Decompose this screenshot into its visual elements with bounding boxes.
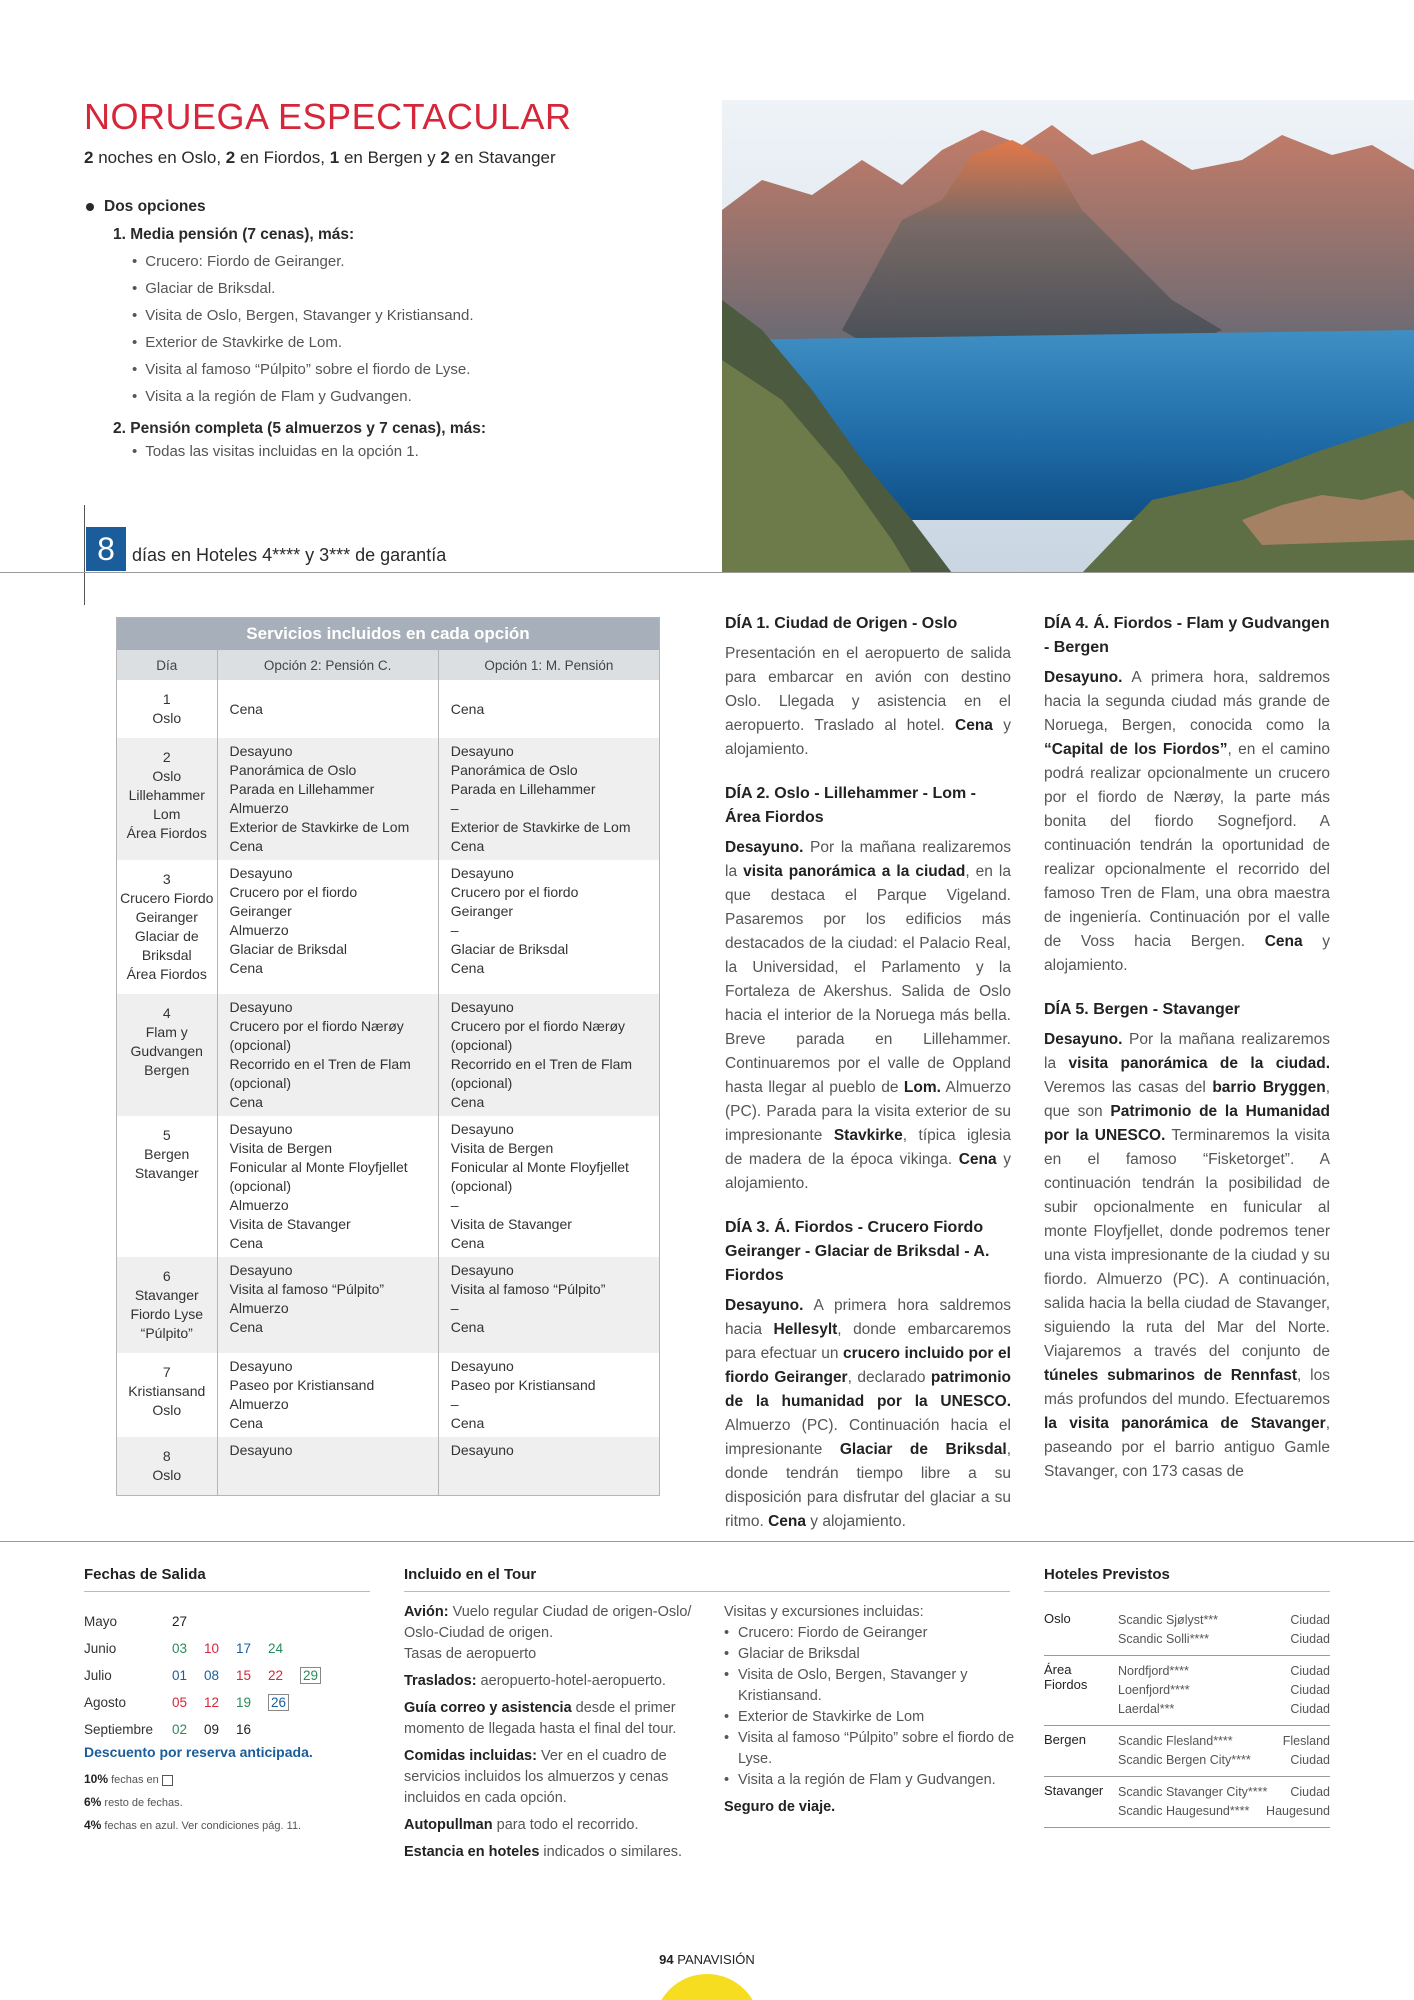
list-item: • Crucero: Fiordo de Geiranger xyxy=(724,1623,1016,1644)
hotels-title: Hoteles Previstos xyxy=(1044,1566,1170,1583)
divider xyxy=(1044,1591,1330,1592)
list-item: • Visita a la región de Flam y Gudvangen. xyxy=(132,383,706,410)
cell-line: Cena xyxy=(450,1415,485,1431)
list-item: • Visita al famoso “Púlpito” sobre el fiordo de Lyse. xyxy=(132,356,706,383)
services-table-title: Servicios incluidos en cada opción xyxy=(117,618,659,650)
day-title: DÍA 4. Á. Fiordos - Flam y Gudvangen - Bergen xyxy=(1044,615,1330,656)
column-header: Opción 1: M. Pensión xyxy=(438,650,659,680)
hotel-name: Scandic Haugesund**** xyxy=(1118,1804,1250,1818)
month-label: Septiembre xyxy=(84,1722,154,1737)
cell-line: Desayuno xyxy=(229,1121,293,1137)
page-title: NORUEGA ESPECTACULAR xyxy=(84,96,572,137)
visits-list xyxy=(724,1623,1016,1791)
cell-line: (opcional) xyxy=(450,1178,513,1194)
included-item: Autopullman para todo el recorrido. xyxy=(404,1817,639,1833)
table-row xyxy=(117,994,659,1116)
cell-line: Oslo xyxy=(152,1467,182,1483)
half-board-cell xyxy=(438,680,659,738)
hotel-name: Scandic Solli**** xyxy=(1118,1632,1210,1646)
cell-line: 1 xyxy=(162,691,171,707)
discount-row: 4% fechas en azul. Ver condiciones pág. 11. xyxy=(84,1818,302,1832)
hotel-location: Haugesund xyxy=(1266,1804,1330,1818)
option-2-list xyxy=(132,442,706,462)
departure-date: 15 xyxy=(236,1668,252,1683)
cell-line: Exterior de Stavkirke de Lom xyxy=(229,819,410,835)
list-item: • Visita al famoso “Púlpito” sobre el fiordo de Lyse. xyxy=(724,1728,1016,1770)
cell-line: Desayuno xyxy=(229,743,293,759)
cell-line: Visita de Stavanger xyxy=(229,1216,351,1232)
days-badge: 8 xyxy=(86,527,126,571)
cell-line: Crucero por el fiordo Nærøy xyxy=(450,1018,626,1034)
services-table-body xyxy=(117,680,659,1495)
list-item: • Visita a la región de Flam y Gudvangen. xyxy=(724,1770,1016,1791)
departure-date: 19 xyxy=(236,1695,252,1710)
table-row xyxy=(117,1437,659,1495)
services-table xyxy=(116,617,660,1496)
departure-date: 26 xyxy=(268,1695,300,1710)
discount-title: Descuento por reserva anticipada. xyxy=(84,1744,313,1760)
option-2-title: 2. Pensión completa (5 almuerzos y 7 cenas), más: xyxy=(113,420,487,437)
hotel-location: Ciudad xyxy=(1290,1702,1330,1716)
table-row xyxy=(117,1257,659,1353)
half-board-cell xyxy=(438,1437,659,1495)
departure-date: 17 xyxy=(236,1641,252,1656)
list-item: • Todas las visitas incluidas en la opción 1. xyxy=(132,442,706,462)
list-item: • Exterior de Stavkirke de Lom. xyxy=(132,329,706,356)
day-text: Desayuno. A primera hora saldremos hacia Hellesylt, donde embarcaremos para efectuar un crucero incluido por el fiordo Geiranger, declarado patrimonio de la humanidad por la UNESCO. Almuerzo (PC). Continuación hacia el impresionante Glaciar de Briksdal, donde tendrán tiempo libre a su disposición para disfrutar del glaciar a su ritmo. Cena y alojamiento. xyxy=(725,1297,1011,1530)
table-row xyxy=(117,1353,659,1437)
cell-line: Cena xyxy=(229,1415,263,1431)
cell-line: Desayuno xyxy=(450,999,514,1015)
cell-line: Cena xyxy=(229,960,263,976)
full-board-cell xyxy=(217,860,438,994)
day-cell xyxy=(117,1257,217,1353)
cell-line: Desayuno xyxy=(229,1358,293,1374)
cell-line: Parada en Lillehammer xyxy=(229,781,375,797)
cell-line: Lillehammer xyxy=(128,787,205,803)
cell-line: Bergen xyxy=(144,1062,190,1078)
cell-line: – xyxy=(450,922,459,938)
day-cell xyxy=(117,680,217,738)
cell-line: Geiranger xyxy=(229,903,292,919)
hotel-entry xyxy=(1118,1732,1330,1751)
half-board-cell xyxy=(438,1257,659,1353)
cell-line: (opcional) xyxy=(229,1075,291,1091)
cell-line: Recorrido en el Tren de Flam xyxy=(229,1056,411,1072)
cell-line: 6 xyxy=(162,1268,171,1284)
page-footer: 94 PANAVISIÓN xyxy=(659,1952,755,1967)
cell-line: Cena xyxy=(229,1235,263,1251)
cell-line: Stavanger xyxy=(134,1165,199,1181)
cell-line: Geiranger xyxy=(450,903,514,919)
full-board-cell xyxy=(217,1116,438,1257)
departure-date: 24 xyxy=(268,1641,284,1656)
departure-date: 05 xyxy=(172,1695,188,1710)
half-board-cell xyxy=(438,1116,659,1257)
hotel-location: Ciudad xyxy=(1290,1785,1330,1799)
half-board-cell xyxy=(438,860,659,994)
cell-line: Briksdal xyxy=(141,947,192,963)
list-item: • Glaciar de Briksdal xyxy=(724,1644,1016,1665)
departure-date: 01 xyxy=(172,1668,188,1683)
days-caption: días en Hoteles 4**** y 3*** de garantía xyxy=(132,545,447,565)
cell-line: Desayuno xyxy=(450,1358,514,1374)
visits-title: Visitas y excursiones incluidas: xyxy=(724,1604,924,1620)
cell-line: Visita al famoso “Púlpito” xyxy=(450,1281,606,1297)
cell-line: Almuerzo xyxy=(229,922,289,938)
cell-line: Stavanger xyxy=(134,1287,199,1303)
day-text: Desayuno. Por la mañana realizaremos la visita panorámica de la ciudad. Veremos las casas del barrio Bryggen, que son Patrimonio de la Humanidad por la UNESCO. Terminaremos la visita en el famoso “Fisketorget”. A continuación tendrán la posibilidad de subir opcionalmente en funicular al monte Floyfjellet, donde podremos tener una vista impresionante de la ciudad y su fiordo. Almuerzo (PC). A continuación, salida hacia la bella ciudad de Stavanger, siguiendo la ruta del Mar del Norte. Viajaremos a través del conjunto de túneles submarinos de Rennfast, los más profundos del mundo. Efectuaremos la visita panorámica de Stavanger, paseando por el barrio antiguo Gamle Stavanger, con 173 casas de xyxy=(1044,1031,1331,1480)
cell-line: 8 xyxy=(162,1448,171,1464)
included-item: Avión: Vuelo regular Ciudad de origen-Oslo/ Oslo-Ciudad de origen. Tasas de aeropuerto xyxy=(404,1604,692,1662)
column-header: Día xyxy=(117,650,217,680)
option-1-list xyxy=(132,248,706,410)
hotel-name: Scandic Bergen City**** xyxy=(1118,1753,1251,1767)
half-board-cell xyxy=(438,994,659,1116)
itinerary-column-1 xyxy=(725,612,1011,1554)
departure-date: 12 xyxy=(204,1695,220,1710)
divider xyxy=(84,1591,370,1592)
hotel-entry xyxy=(1118,1751,1330,1770)
cell-line: – xyxy=(450,1300,459,1316)
discount-row: 10% fechas en xyxy=(84,1768,313,1791)
cell-line: Oslo xyxy=(152,710,182,726)
departure-date: 03 xyxy=(172,1641,188,1656)
list-item: • Visita de Oslo, Bergen, Stavanger y Kristiansand. xyxy=(724,1665,1016,1707)
departure-date: 16 xyxy=(236,1722,252,1737)
cell-line: Bergen xyxy=(144,1146,190,1162)
month-row xyxy=(84,1608,332,1635)
cell-line: Desayuno xyxy=(450,743,514,759)
cell-line: 2 xyxy=(162,749,171,765)
hotel-entry xyxy=(1118,1681,1330,1700)
departure-date: 29 xyxy=(300,1668,332,1683)
cell-line: Cena xyxy=(450,1094,485,1110)
hotel-city: Área Fiordos xyxy=(1044,1662,1088,1692)
itinerary-column-2 xyxy=(1044,612,1330,1504)
cell-line: Gudvangen xyxy=(130,1043,203,1059)
cell-line: Parada en Lillehammer xyxy=(450,781,596,797)
hotel-name: Loenfjord**** xyxy=(1118,1683,1190,1697)
included-column-1 xyxy=(404,1602,696,1869)
cell-line: “Púlpito” xyxy=(140,1325,193,1341)
cell-line: Cena xyxy=(229,1319,263,1335)
cell-line: Desayuno xyxy=(450,865,514,881)
hotel-location: Flesland xyxy=(1282,1734,1330,1748)
month-label: Julio xyxy=(84,1668,112,1683)
departure-date: 27 xyxy=(172,1614,188,1629)
full-board-cell xyxy=(217,738,438,860)
day-text: Desayuno. A primera hora, saldremos hacia la segunda ciudad más grande de Noruega, Bergen, conocida como la “Capital de los Fiordos”, en el camino podrá realizar opcionalmente un crucero por el fiordo de Nærøy, la parte más bonita del fiordo Sognefjord. A continuación tendrán la oportunidad de realizar opcionalmente el recorrido del famoso Tren de Flam, una obra maestra de ingeniería. Continuación por el valle de Voss hacia Bergen. Cena y alojamiento. xyxy=(1044,669,1330,974)
departure-dates xyxy=(84,1608,332,1743)
table-row xyxy=(117,738,659,860)
hotel-city: Bergen xyxy=(1044,1732,1086,1747)
cell-line: Área Fiordos xyxy=(126,966,207,982)
day-cell xyxy=(117,738,217,860)
cell-line: Visita de Bergen xyxy=(450,1140,554,1156)
cell-line: Fonicular al Monte Floyfjellet xyxy=(229,1159,408,1175)
day-cell xyxy=(117,1437,217,1495)
cell-line: 5 xyxy=(162,1127,171,1143)
cell-line: Glaciar de xyxy=(134,928,199,944)
cell-line: – xyxy=(450,1197,459,1213)
cell-line: Panorámica de Oslo xyxy=(450,762,578,778)
table-row xyxy=(117,680,659,738)
discount-block xyxy=(84,1744,313,1837)
departure-date: 09 xyxy=(204,1722,220,1737)
day-cell xyxy=(117,860,217,994)
cell-line: – xyxy=(450,800,459,816)
cell-line: Cena xyxy=(450,700,485,717)
box-icon xyxy=(162,1775,173,1786)
month-row xyxy=(84,1635,332,1662)
sun-decoration xyxy=(654,1974,760,2000)
column-header: Opción 2: Pensión C. xyxy=(217,650,438,680)
full-board-cell xyxy=(217,680,438,738)
included-item: Traslados: aeropuerto-hotel-aeropuerto. xyxy=(404,1673,666,1689)
day-cell xyxy=(117,1353,217,1437)
cell-line: 4 xyxy=(162,1005,171,1021)
cell-line: Crucero por el fiordo Nærøy xyxy=(229,1018,404,1034)
cell-line: Cena xyxy=(229,1094,263,1110)
departure-date: 02 xyxy=(172,1722,188,1737)
month-row xyxy=(84,1716,332,1743)
hotel-location: Ciudad xyxy=(1290,1683,1330,1697)
hotel-name: Laerdal*** xyxy=(1118,1702,1175,1716)
cell-line: Glaciar de Briksdal xyxy=(229,941,347,957)
hotel-entry xyxy=(1118,1700,1330,1719)
list-item: • Visita de Oslo, Bergen, Stavanger y Kristiansand. xyxy=(132,302,706,329)
hotel-group xyxy=(1044,1777,1330,1828)
cell-line: Flam y xyxy=(145,1024,188,1040)
cell-line: (opcional) xyxy=(229,1037,291,1053)
cell-line: Glaciar de Briksdal xyxy=(450,941,569,957)
full-board-cell xyxy=(217,994,438,1116)
half-board-cell xyxy=(438,738,659,860)
cell-line: Oslo xyxy=(152,1402,182,1418)
hotel-entry xyxy=(1118,1630,1330,1649)
cell-line: Fiordo Lyse xyxy=(130,1306,204,1322)
cell-line: Almuerzo xyxy=(229,1197,289,1213)
options-block xyxy=(86,198,706,462)
cell-line: Panorámica de Oslo xyxy=(229,762,357,778)
cell-line: Almuerzo xyxy=(229,1300,289,1316)
hotel-location: Ciudad xyxy=(1290,1664,1330,1678)
day-title: DÍA 5. Bergen - Stavanger xyxy=(1044,1001,1240,1018)
cell-line: Desayuno xyxy=(229,1262,293,1278)
cell-line: Crucero por el fiordo xyxy=(450,884,579,900)
option-1-title: 1. Media pensión (7 cenas), más: xyxy=(113,226,355,243)
day-cell xyxy=(117,1116,217,1257)
hotel-name: Scandic Stavanger City**** xyxy=(1118,1785,1268,1799)
cell-line: 7 xyxy=(162,1364,171,1380)
cell-line: (opcional) xyxy=(450,1075,513,1091)
cell-line: (opcional) xyxy=(229,1178,291,1194)
cell-line: Exterior de Stavkirke de Lom xyxy=(450,819,631,835)
month-label: Agosto xyxy=(84,1695,127,1710)
month-label: Junio xyxy=(84,1641,117,1656)
insurance: Seguro de viaje. xyxy=(724,1799,836,1815)
cell-line: Desayuno xyxy=(229,1442,293,1458)
cell-line: Desayuno xyxy=(450,1262,514,1278)
cell-line: Cena xyxy=(450,838,485,854)
day-title: DÍA 2. Oslo - Lillehammer - Lom - Área Fiordos xyxy=(725,785,976,826)
hotel-entry xyxy=(1118,1783,1330,1802)
included-item: Guía correo y asistencia desde el primer momento de llegada hasta el final del tour. xyxy=(404,1700,677,1737)
divider xyxy=(404,1591,1010,1592)
cell-line: Paseo por Kristiansand xyxy=(450,1377,596,1393)
full-board-cell xyxy=(217,1257,438,1353)
hotel-group xyxy=(1044,1605,1330,1656)
full-board-cell xyxy=(217,1437,438,1495)
hotel-name: Scandic Flesland**** xyxy=(1118,1734,1233,1748)
hotel-location: Ciudad xyxy=(1290,1613,1330,1627)
table-row xyxy=(117,1116,659,1257)
included-item: Comidas incluidas: Ver en el cuadro de servicios incluidos los almuerzos y cenas incluidos en cada opción. xyxy=(404,1748,669,1806)
full-board-cell xyxy=(217,1353,438,1437)
cell-line: Almuerzo xyxy=(229,800,289,816)
hotels-list xyxy=(1044,1605,1330,1828)
bullet-icon xyxy=(86,203,94,211)
hotel-city: Stavanger xyxy=(1044,1783,1104,1798)
hotel-group xyxy=(1044,1726,1330,1777)
cell-line: (opcional) xyxy=(450,1037,513,1053)
cell-line: Desayuno xyxy=(229,999,293,1015)
fjord-photo xyxy=(722,100,1414,573)
cell-line: Desayuno xyxy=(450,1442,514,1458)
cell-line: Desayuno xyxy=(229,865,293,881)
options-intro: Dos opciones xyxy=(86,198,706,216)
day-title: DÍA 1. Ciudad de Origen - Oslo xyxy=(725,615,958,632)
cell-line: Cena xyxy=(450,1235,485,1251)
hotel-name: Scandic Sjølyst*** xyxy=(1118,1613,1219,1627)
departure-date: 22 xyxy=(268,1668,284,1683)
hotel-location: Ciudad xyxy=(1290,1632,1330,1646)
dates-title: Fechas de Salida xyxy=(84,1566,206,1583)
cell-line: Cena xyxy=(229,700,263,717)
nights-summary: 2 noches en Oslo, 2 en Fiordos, 1 en Bergen y 2 en Stavanger xyxy=(84,148,556,167)
cell-line: Geiranger xyxy=(135,909,198,925)
cell-line: Cena xyxy=(450,1319,485,1335)
cell-line: Crucero por el fiordo xyxy=(229,884,358,900)
included-item: Estancia en hoteles indicados o similares. xyxy=(404,1844,683,1860)
hotel-name: Nordfjord**** xyxy=(1118,1664,1189,1678)
divider xyxy=(0,572,1414,573)
hotel-entry xyxy=(1118,1662,1330,1681)
discount-row: 6% resto de fechas. xyxy=(84,1795,183,1809)
month-row xyxy=(84,1689,332,1716)
cell-line: Área Fiordos xyxy=(126,825,207,841)
cell-line: Visita de Bergen xyxy=(229,1140,332,1156)
month-label: Mayo xyxy=(84,1614,118,1629)
hotel-entry xyxy=(1118,1611,1330,1630)
divider xyxy=(84,505,85,605)
month-row xyxy=(84,1662,332,1689)
cell-line: Lom xyxy=(153,806,181,822)
cell-line: Paseo por Kristiansand xyxy=(229,1377,375,1393)
cell-line: Recorrido en el Tren de Flam xyxy=(450,1056,633,1072)
cell-line: Almuerzo xyxy=(229,1396,289,1412)
day-text: Presentación en el aeropuerto de salida para embarcar en avión con destino Oslo. Llegada y asistencia en el aeropuerto. Traslado al hotel. Cena y alojamiento. xyxy=(725,645,1011,758)
list-item: • Exterior de Stavkirke de Lom xyxy=(724,1707,1016,1728)
hotel-city: Oslo xyxy=(1044,1611,1071,1626)
cell-line: 3 xyxy=(162,871,171,887)
day-text: Desayuno. Por la mañana realizaremos la visita panorámica a la ciudad, en la que destaca el Parque Vigeland. Pasaremos por los edificios más destacados de la ciudad: el Palacio Real, la Universidad, el Parlamento y la Fortaleza de Akershus. Salida de Oslo hacia el interior de la Noruega más bella. Breve parada en Lillehammer. Continuaremos por el valle de Oppland hasta llegar al pueblo de Lom. Almuerzo (PC). Parada para la visita exterior de su impresionante Stavkirke, típica iglesia de madera de la época vikinga. Cena y alojamiento. xyxy=(725,839,1011,1192)
included-title: Incluido en el Tour xyxy=(404,1566,537,1583)
cell-line: Cena xyxy=(229,838,263,854)
hotel-entry xyxy=(1118,1802,1330,1821)
cell-line: Desayuno xyxy=(450,1121,514,1137)
cell-line: Crucero Fiordo xyxy=(120,890,214,906)
half-board-cell xyxy=(438,1353,659,1437)
cell-line: Visita de Stavanger xyxy=(450,1216,572,1232)
hotel-location: Ciudad xyxy=(1290,1753,1330,1767)
day-cell xyxy=(117,994,217,1116)
divider xyxy=(0,1541,1414,1542)
list-item: • Glaciar de Briksdal. xyxy=(132,275,706,302)
cell-line: Visita al famoso “Púlpito” xyxy=(229,1281,385,1297)
included-column-2 xyxy=(724,1602,1016,1824)
table-row xyxy=(117,860,659,994)
day-title: DÍA 3. Á. Fiordos - Crucero Fiordo Geiranger - Glaciar de Briksdal - A. Fiordos xyxy=(725,1219,990,1284)
cell-line: Kristiansand xyxy=(128,1383,206,1399)
list-item: • Crucero: Fiordo de Geiranger. xyxy=(132,248,706,275)
departure-date: 08 xyxy=(204,1668,220,1683)
hotel-group xyxy=(1044,1656,1330,1726)
cell-line: Fonicular al Monte Floyfjellet xyxy=(450,1159,629,1175)
cell-line: Oslo xyxy=(152,768,182,784)
departure-date: 10 xyxy=(204,1641,220,1656)
cell-line: Cena xyxy=(450,960,485,976)
cell-line: – xyxy=(450,1396,459,1412)
